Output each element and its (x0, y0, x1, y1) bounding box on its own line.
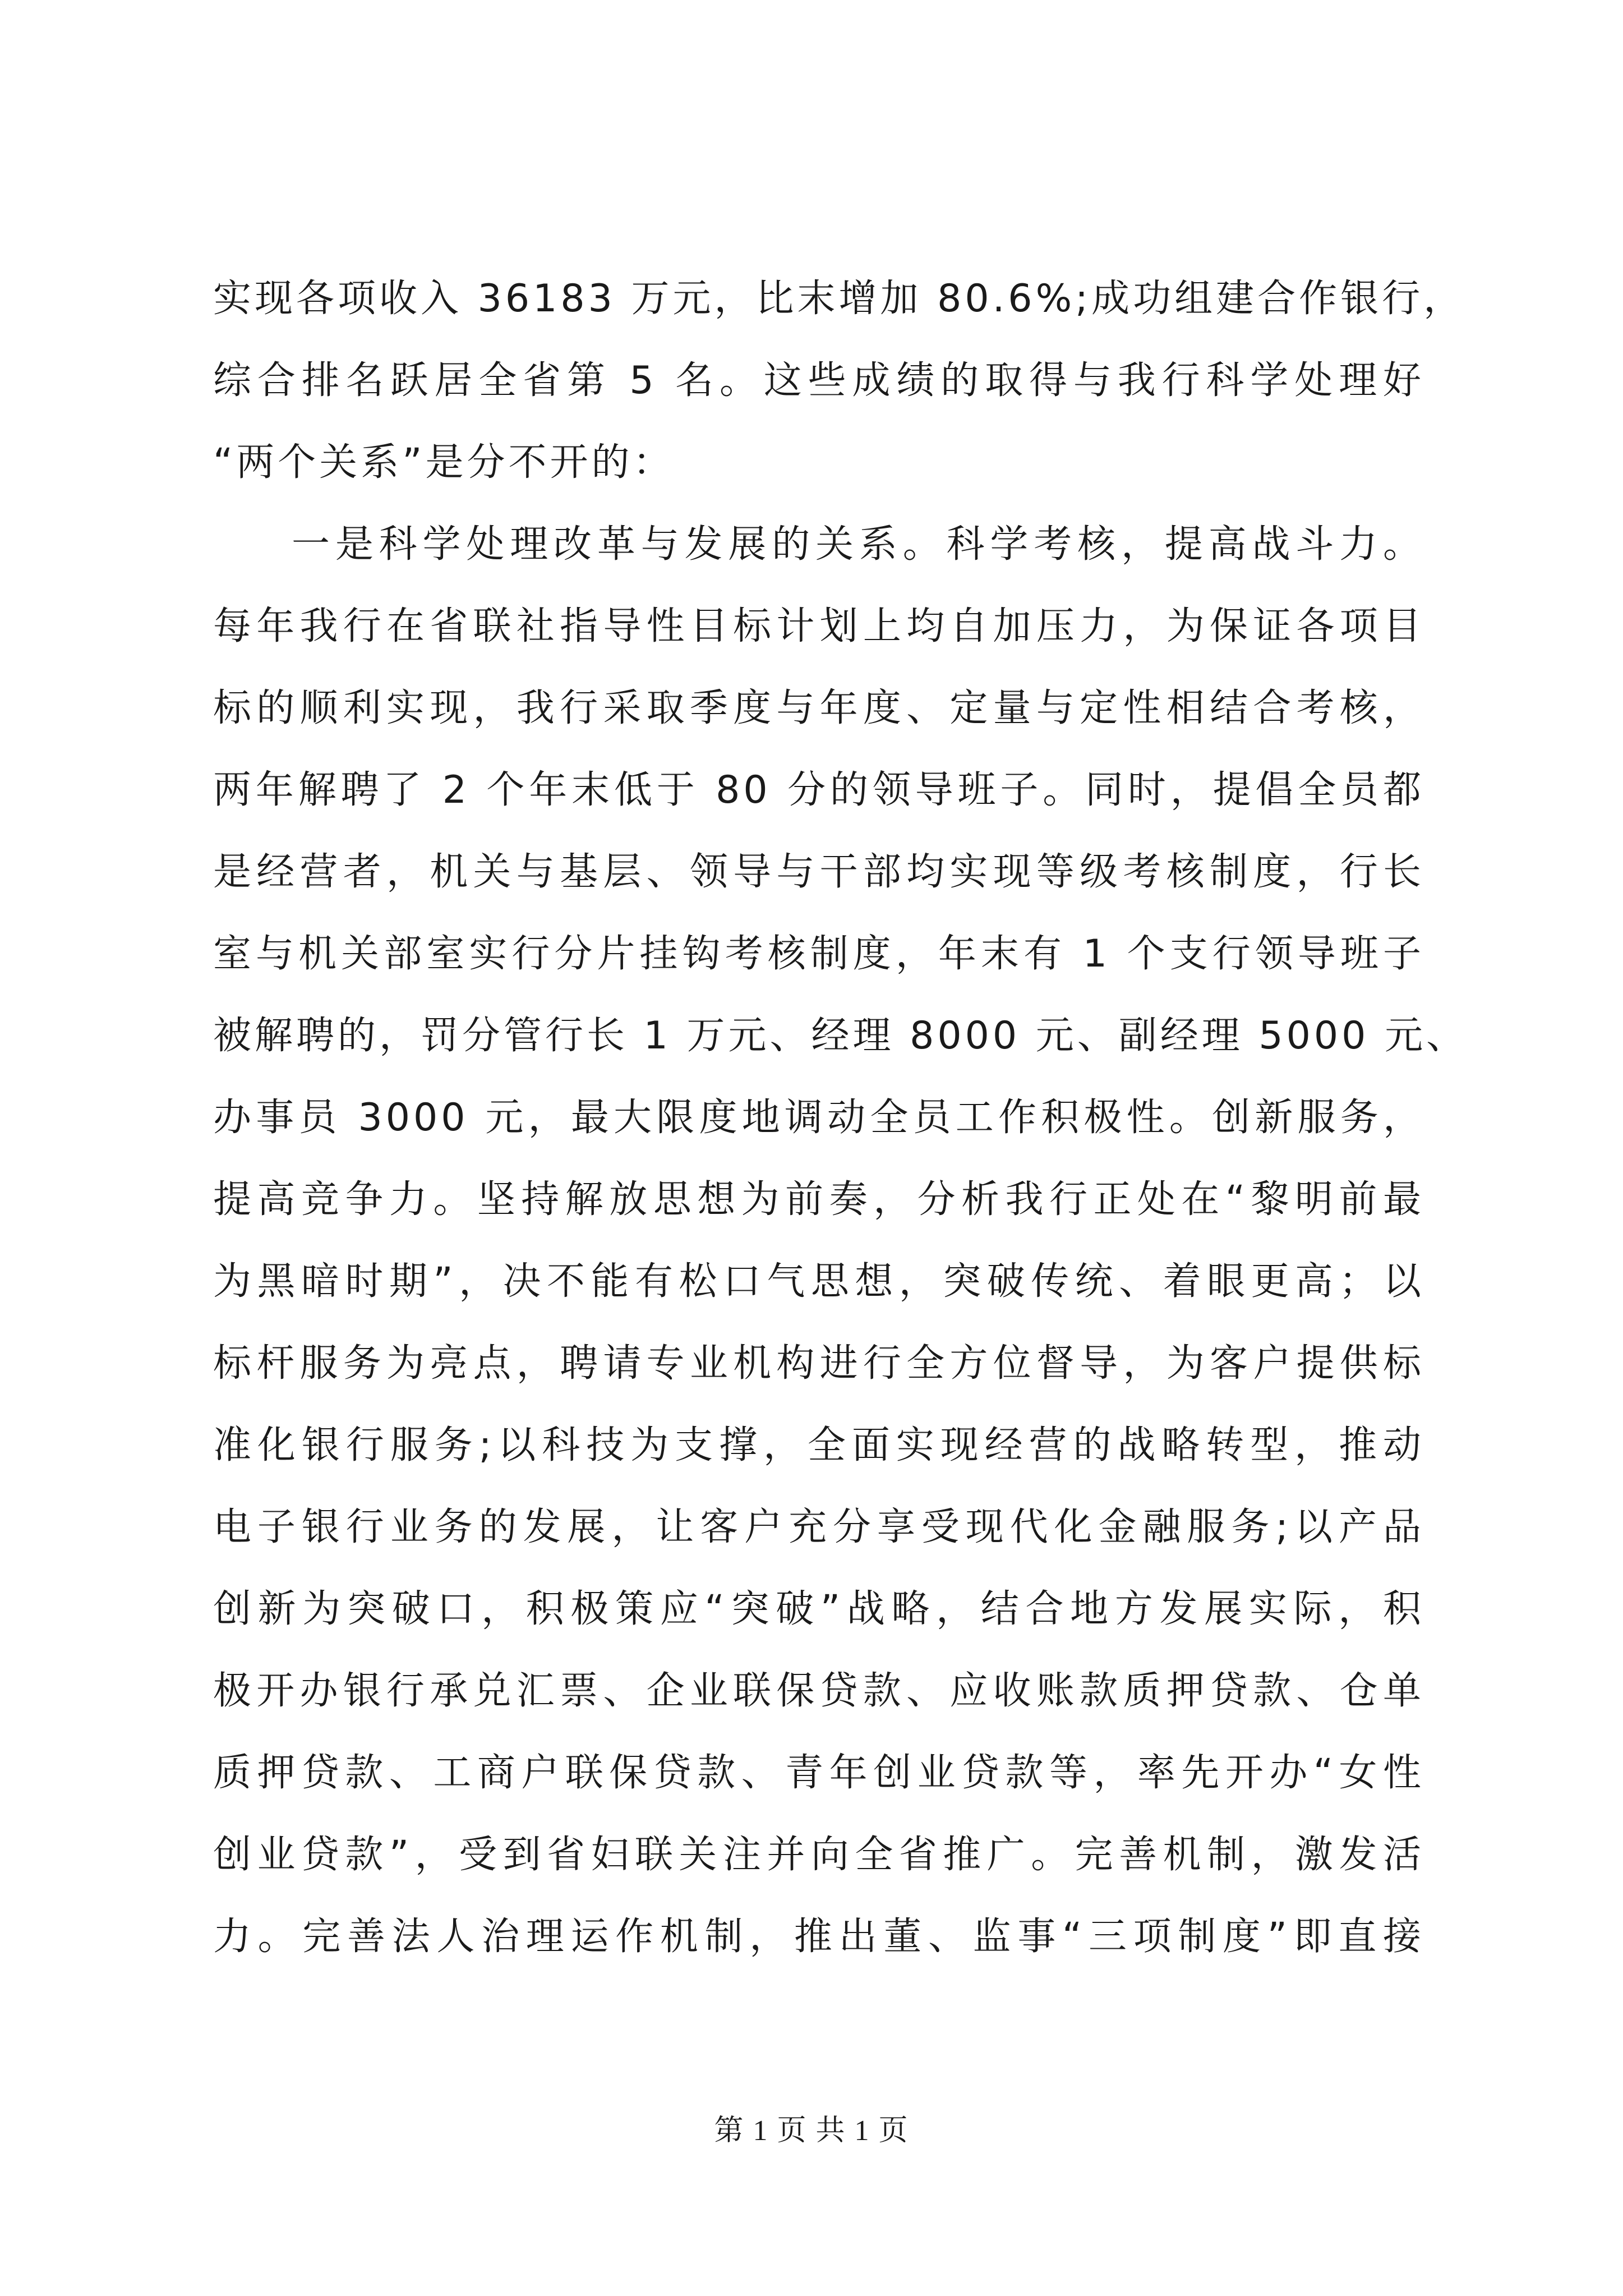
text-line: 标杆服务为亮点，聘请专业机构进行全方位督导，为客户提供标 (213, 1341, 1424, 1386)
text-line: 标的顺利实现，我行采取季度与年度、定量与定性相结合考核， (213, 686, 1424, 730)
text-line: “两个关系”是分不开的： (213, 440, 675, 485)
text-line: 办事员 3000 元，最大限度地调动全员工作积极性。创新服务， (213, 1096, 1424, 1140)
text-line: 为黑暗时期”，决不能有松口气思想，突破传统、着眼更高；以 (213, 1259, 1424, 1304)
text-line: 创业贷款”，受到省妇联关注并向全省推广。完善机制，激发活 (213, 1833, 1424, 1877)
text-line: 电子银行业务的发展，让客户充分享受现代化金融服务;以产品 (213, 1505, 1424, 1549)
text-line: 提高竞争力。坚持解放思想为前奏，分析我行正处在“黎明前最 (213, 1177, 1424, 1222)
text-line: 质押贷款、工商户联保贷款、青年创业贷款等，率先开办“女性 (213, 1751, 1424, 1795)
text-line: 综合排名跃居全省第 5 名。这些成绩的取得与我行科学处理好 (213, 358, 1424, 403)
text-line: 每年我行在省联社指导性目标计划上均自加压力，为保证各项目 (213, 604, 1424, 648)
body-text (213, 258, 1468, 1978)
text-line: 两年解聘了 2 个年末低于 80 分的领导班子。同时，提倡全员都 (213, 768, 1424, 812)
text-line: 实现各项收入 36183 万元，比末增加 80.6%;成功组建合作银行， (213, 277, 1465, 321)
text-line: 创新为突破口，积极策应“突破”战略，结合地方发展实际，积 (213, 1587, 1424, 1631)
text-line: 力。完善法人治理运作机制，推出董、监事“三项制度”即直接 (213, 1915, 1424, 1959)
text-line: 是经营者，机关与基层、领导与干部均实现等级考核制度，行长 (213, 850, 1424, 894)
text-line: 一是科学处理改革与发展的关系。科学考核，提高战斗力。 (292, 522, 1424, 567)
page-footer: 第 1 页 共 1 页 (714, 2115, 909, 2147)
text-line: 被解聘的，罚分管行长 1 万元、经理 8000 元、副经理 5000 元、 (213, 1014, 1468, 1058)
text-line: 极开办银行承兑汇票、企业联保贷款、应收账款质押贷款、仓单 (213, 1669, 1424, 1713)
text-line: 准化银行服务;以科技为支撑，全面实现经营的战略转型，推动 (213, 1423, 1424, 1467)
text-line: 室与机关部室实行分片挂钩考核制度，年末有 1 个支行领导班子 (213, 932, 1424, 976)
